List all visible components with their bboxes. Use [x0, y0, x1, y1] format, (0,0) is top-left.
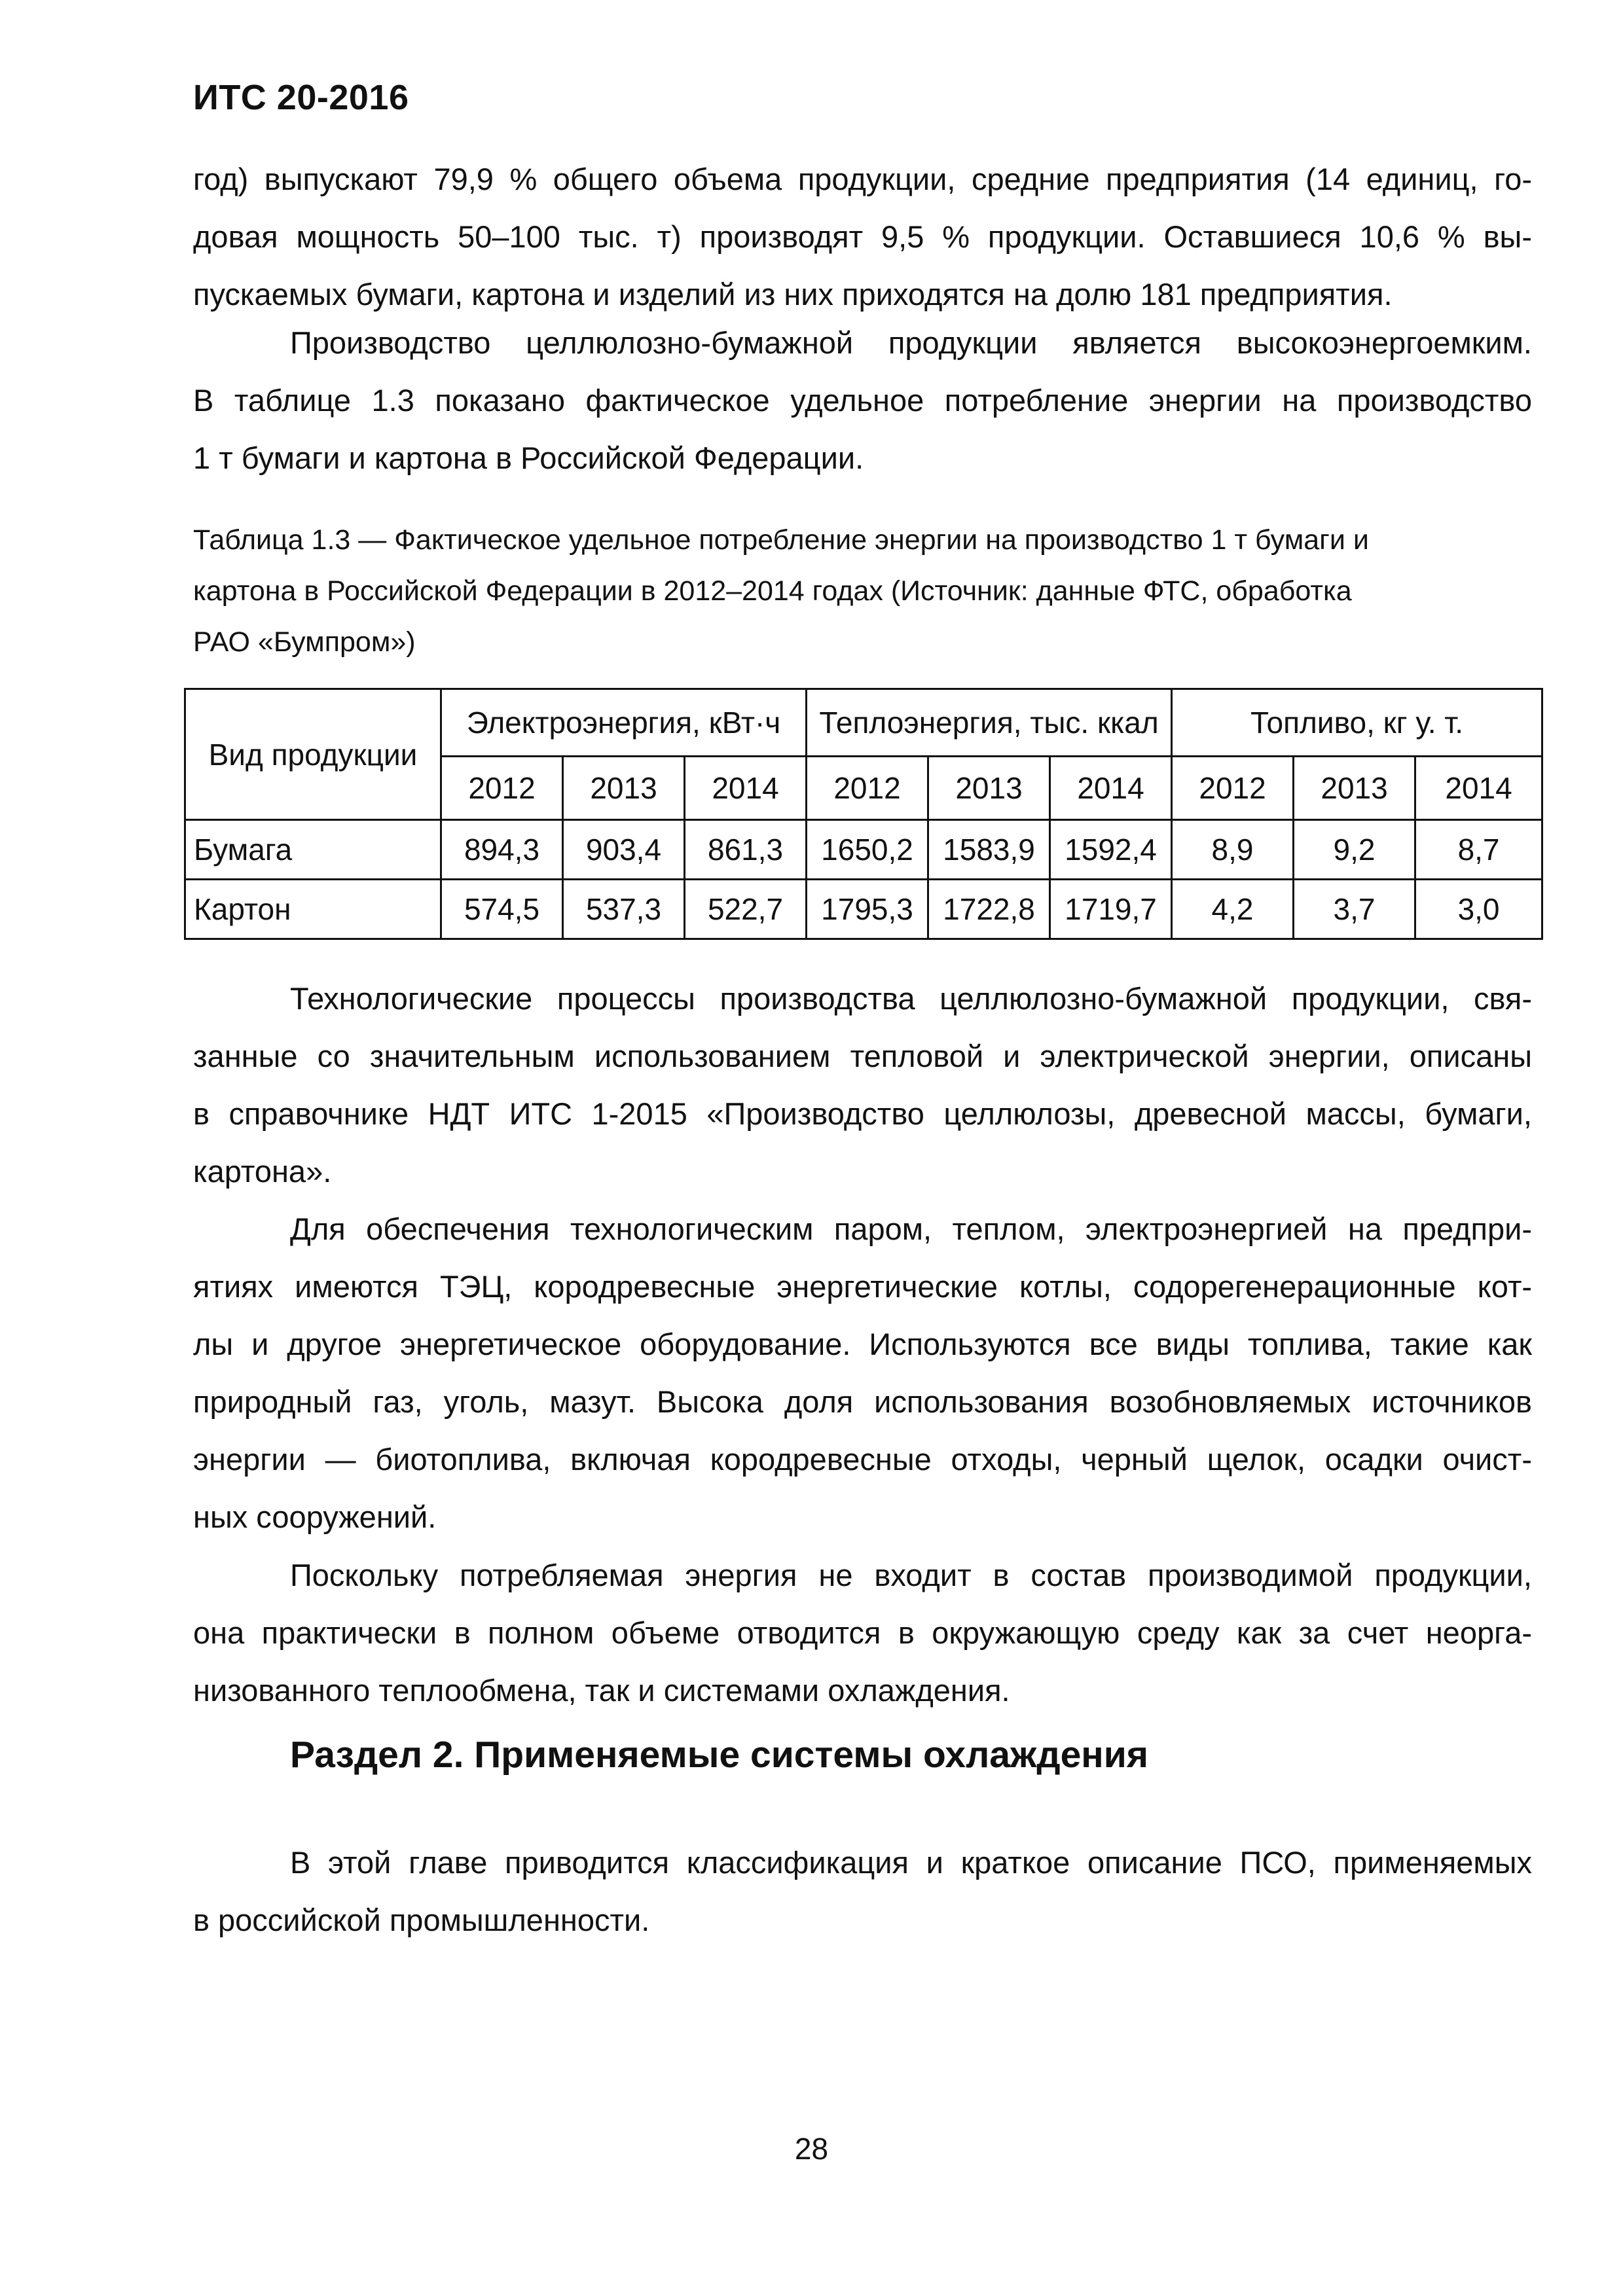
- text-line: занные со значительным использованием тепловой и электрической энергии, описаны: [193, 1039, 1532, 1073]
- text-line: 1 т бумаги и картона в Российской Федерации.: [193, 440, 864, 475]
- document-code: ИТС 20-2016: [193, 78, 409, 117]
- caption-line: Таблица 1.3 — Фактическое удельное потребление энергии на производство 1 т бумаги и: [193, 524, 1369, 556]
- table-cell: 8,9: [1172, 820, 1294, 880]
- table-cell: 4,2: [1172, 880, 1294, 939]
- text-line: год) выпускают 79,9 % общего объема продукции, средние предприятия (14 единиц, го-: [193, 162, 1532, 196]
- table-cell: 3,0: [1415, 880, 1542, 939]
- text-line: лы и другое энергетическое оборудование. Используются все виды топлива, такие как: [193, 1327, 1532, 1361]
- table-cell: 3,7: [1294, 880, 1415, 939]
- paragraph-heat-release: [193, 1547, 1532, 1719]
- year-header: 2013: [1294, 757, 1415, 820]
- text-line: природный газ, уголь, мазут. Высока доля использования возобновляемых источников: [193, 1384, 1532, 1419]
- text-line: Поскольку потребляемая энергия не входит в состав производимой продукции,: [290, 1558, 1532, 1592]
- paragraph-market-share: [193, 151, 1532, 323]
- table-cell: 1592,4: [1050, 820, 1172, 880]
- energy-consumption-table: [184, 688, 1543, 940]
- column-group-electricity: Электроэнергия, кВт·ч: [441, 689, 807, 757]
- column-group-fuel: Топливо, кг у. т.: [1172, 689, 1542, 757]
- page-number: 28: [794, 2132, 829, 2166]
- paragraph-energy-supply: [193, 1200, 1532, 1546]
- text-line: довая мощность 50–100 тыс. т) производят 9,5 % продукции. Оставшиеся 10,6 % вы-: [193, 219, 1532, 254]
- text-line: Производство целлюлозно-бумажной продукции является высокоэнергоемким.: [290, 325, 1532, 360]
- row-label: Бумага: [185, 820, 441, 880]
- table-cell: 903,4: [563, 820, 685, 880]
- table-cell: 1795,3: [807, 880, 928, 939]
- text-line: в справочнике НДТ ИТС 1-2015 «Производство целлюлозы, древесной массы, бумаги,: [193, 1096, 1532, 1131]
- column-group-heat: Теплоэнергия, тыс. ккал: [807, 689, 1172, 757]
- caption-line: картона в Российской Федерации в 2012–2014 годах (Источник: данные ФТС, обработка: [193, 575, 1352, 607]
- text-line: В этой главе приводится классификация и краткое описание ПСО, применяемых: [290, 1845, 1532, 1880]
- text-line: ятиях имеются ТЭЦ, кородревесные энергетические котлы, содорегенерационные кот-: [193, 1269, 1532, 1304]
- table-caption: [193, 514, 1532, 668]
- section-heading: Раздел 2. Применяемые системы охлаждения: [290, 1734, 1149, 1776]
- table-cell: 1583,9: [928, 820, 1050, 880]
- text-line: Для обеспечения технологическим паром, теплом, электроэнергией на предпри-: [290, 1211, 1532, 1246]
- text-line: картона».: [193, 1154, 332, 1189]
- column-header-product: Вид продукции: [185, 689, 441, 820]
- table-cell: 861,3: [685, 820, 807, 880]
- year-header: 2014: [1050, 757, 1172, 820]
- table-cell: 1722,8: [928, 880, 1050, 939]
- year-header: 2013: [563, 757, 685, 820]
- table-cell: 522,7: [685, 880, 807, 939]
- paragraph-energy-intensity: [193, 314, 1532, 487]
- table-cell: 537,3: [563, 880, 685, 939]
- year-header: 2012: [441, 757, 563, 820]
- text-line: энергии — биотоплива, включая кородревесные отходы, черный щелок, осадки очист-: [193, 1442, 1532, 1477]
- year-header: 2012: [807, 757, 928, 820]
- text-line: Технологические процессы производства целлюлозно-бумажной продукции, свя-: [290, 981, 1532, 1016]
- text-line: В таблице 1.3 показано фактическое удельное потребление энергии на производство: [193, 383, 1532, 418]
- text-line: низованного теплообмена, так и системами охлаждения.: [193, 1673, 1010, 1708]
- table-row: [185, 880, 1542, 939]
- caption-line: РАО «Бумпром»): [193, 626, 416, 658]
- text-line: пускаемых бумаги, картона и изделий из них приходятся на долю 181 предприятия.: [193, 277, 1393, 312]
- year-header: 2012: [1172, 757, 1294, 820]
- table-cell: 9,2: [1294, 820, 1415, 880]
- table-cell: 1719,7: [1050, 880, 1172, 939]
- year-header: 2014: [685, 757, 807, 820]
- table-row: [185, 820, 1542, 880]
- table-cell: 574,5: [441, 880, 563, 939]
- text-line: она практически в полном объеме отводится в окружающую среду как за счет неорга-: [193, 1615, 1532, 1650]
- table-cell: 894,3: [441, 820, 563, 880]
- paragraph-chapter-intro: [193, 1834, 1532, 1949]
- text-line: ных сооружений.: [193, 1499, 437, 1534]
- table-cell: 1650,2: [807, 820, 928, 880]
- year-header: 2013: [928, 757, 1050, 820]
- row-label: Картон: [185, 880, 441, 939]
- paragraph-tech-processes: [193, 970, 1532, 1200]
- text-line: в российской промышленности.: [193, 1903, 650, 1937]
- table-cell: 8,7: [1415, 820, 1542, 880]
- year-header: 2014: [1415, 757, 1542, 820]
